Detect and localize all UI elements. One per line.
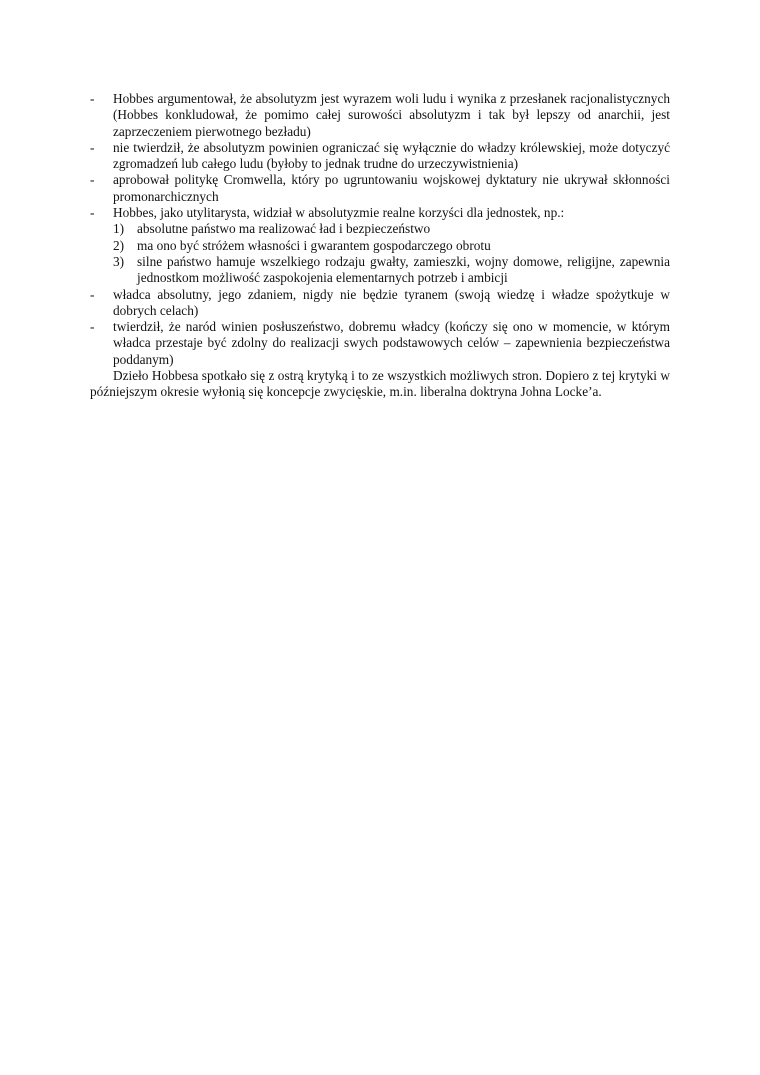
bullet-marker: -	[90, 139, 95, 155]
item-number: 2)	[113, 237, 125, 253]
numbered-item	[90, 238, 670, 254]
item-text: silne państwo hamuje wszelkiego rodzaju gwałty, zamieszki, wojny domowe, religijne, zapewnia jednostkom możliwość zaspokojenia elementarnych potrzeb i ambicji	[137, 253, 670, 286]
bullet-item	[90, 172, 670, 205]
item-number: 1)	[113, 221, 125, 237]
bullet-marker: -	[90, 205, 95, 221]
bullet-item	[90, 319, 670, 368]
bullet-text: Hobbes argumentował, że absolutyzm jest wyrazem woli ludu i wynika z przesłanek racjonalistycznych (Hobbes konkludował, że pomimo całej surowości absolutyzm i tak był lepszy od anarchii, jest zaprzeczeniem pierwotnego bezładu)	[113, 91, 670, 139]
bullet-item	[90, 140, 670, 173]
item-number: 3)	[113, 253, 125, 269]
bullet-item	[90, 91, 670, 140]
bullet-text: twierdził, że naród winien posłuszeństwo, dobremu władcy (kończy się ono w momencie, w którym władca przestaje być zdolny do realizacji swych podstawowych celów – zapewnienia bezpieczeństwa poddanym)	[113, 319, 670, 367]
numbered-item	[90, 254, 670, 287]
numbered-item	[90, 221, 670, 237]
bullet-marker: -	[90, 91, 95, 106]
bullet-text: Hobbes, jako utylitarysta, widział w absolutyzmie realne korzyści dla jednostek, np.:	[113, 205, 565, 221]
item-text: absolutne państwo ma realizować ład i bezpieczeństwo	[137, 221, 431, 237]
bullet-marker: -	[90, 319, 95, 335]
bullet-marker: -	[90, 286, 95, 302]
bullet-text: nie twierdził, że absolutyzm powinien ograniczać się wyłącznie do władzy królewskiej, może dotyczyć zgromadzeń lub całego ludu (byłoby to jednak trudne do urzeczywistnienia)	[113, 139, 670, 172]
bullet-text: aprobował politykę Cromwella, który po ugruntowaniu wojskowej dyktatury nie ukrywał skłonności promonarchicznych	[113, 172, 670, 204]
bullet-marker: -	[90, 172, 95, 188]
bullet-text: władca absolutny, jego zdaniem, nigdy nie będzie tyranem (swoją wiedzę i władze spożytkuje w dobrych celach)	[113, 286, 670, 318]
item-text: ma ono być stróżem własności i gwarantem gospodarczego obrotu	[137, 237, 491, 253]
bullet-item	[90, 287, 670, 320]
benefits-list	[90, 221, 670, 286]
bullet-item	[90, 205, 670, 221]
document-body	[90, 91, 670, 401]
closing-paragraph: Dzieło Hobbesa spotkało się z ostrą krytyką i to ze wszystkich możliwych stron. Dopiero z tej krytyki w późniejszym okresie wyłonią się koncepcje zwycięskie, m.in. liberalna doktryna Johna Locke’a.	[90, 368, 670, 400]
